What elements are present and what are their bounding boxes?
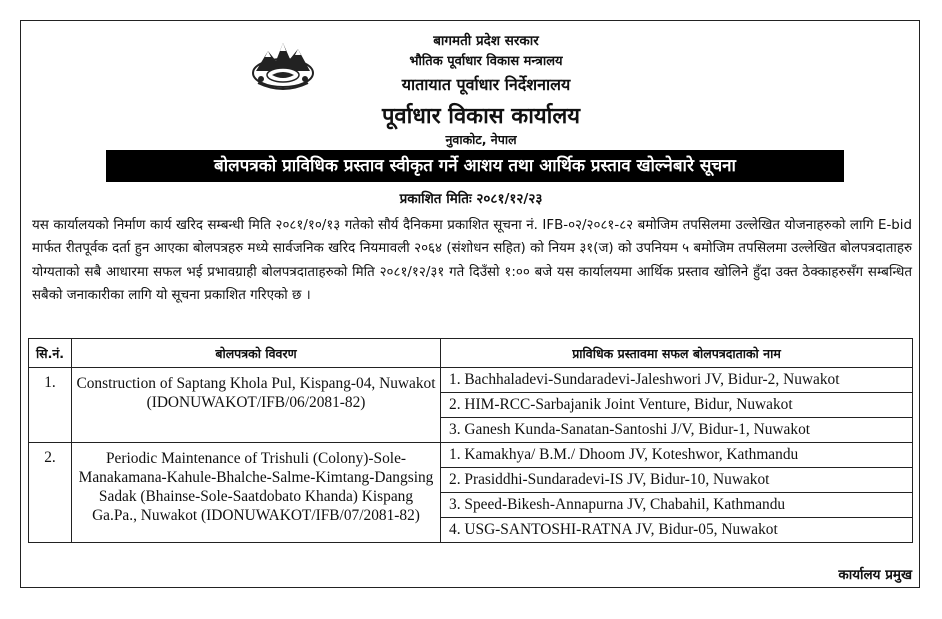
- project-description: Construction of Saptang Khola Pul, Kispang-04, Nuwakot (IDONUWAKOT/IFB/06/2081-82): [76, 375, 436, 411]
- header-office: पूर्वाधार विकास कार्यालय: [381, 104, 581, 129]
- header-directorate: यातायात पूर्वाधार निर्देशनालय: [401, 75, 571, 94]
- header-province: बागमती प्रदेश सरकार: [433, 33, 539, 49]
- row-serial: [29, 368, 72, 443]
- header-serial: सि.नं.: [29, 339, 72, 368]
- bidder-item: 1. Bachhaladevi-Sundaradevi-Jaleshwori JV, Bidur-2, Nuwakot: [441, 368, 912, 393]
- bidder-item: 2. HIM-RCC-Sarbajanik Joint Venture, Bidur, Nuwakot: [441, 393, 912, 418]
- header-bidders: प्राविधिक प्रस्तावमा सफल बोलपत्रदाताको नाम: [441, 339, 913, 368]
- header-ministry: भौतिक पूर्वाधार विकास मन्त्रालय: [409, 54, 563, 69]
- project-description: Periodic Maintenance of Trishuli (Colony)-Sole-Manakamana-Kahule-Bhalche-Salme-Kimtang-Dangsing Sadak (Bhainse-Sole-Saatdobato Khanda) Kispang Ga.Pa., Nuwakot (IDONUWAKOT/IFB/07/2081-82): [78, 450, 434, 524]
- row-serial: [29, 443, 72, 543]
- row-bidders: [441, 443, 913, 543]
- serial-number: 2.: [44, 449, 56, 466]
- row-bidders: [441, 368, 913, 443]
- notice-body: यस कार्यालयको निर्माण कार्य खरिद सम्बन्धी मिति २०८१/१०/१३ गतेको सौर्य दैनिकमा प्रकाशित सूचना नं. IFB-०२/२०८१-८२ बमोजिम तपसिलमा उल्लेखित योजनाहरुको लागि E-bid मार्फत रीतपूर्वक दर्ता हुन आएका बोलपत्रहरु मध्ये सार्वजनिक खरिद नियमावली २०६४ (संशोधन सहित) को नियम ३१(ज) को उपनियम ५ बमोजिम तपसिलमा उल्लेखित बोलपत्रदाताहरु योग्यताको सबै आधारमा सफल भई प्रभावग्राही बोलपत्रदाताहरुको मिति २०८१/१२/३१ गते दिउँसो १:०० बजे यस कार्यालयमा आर्थिक प्रस्ताव खोलिने हुँदा उक्त ठेक्काहरुसँग सम्बन्धित सबैको जनाकारीका लागि यो सूचना प्रकाशित गरिएको छ ।: [32, 218, 912, 303]
- header-description: बोलपत्रको विवरण: [72, 339, 441, 368]
- bidder-item: 3. Ganesh Kunda-Sanatan-Santoshi J/V, Bidur-1, Nuwakot: [449, 421, 811, 438]
- bidder-item: 3. Speed-Bikesh-Annapurna JV, Chabahil, Kathmandu: [441, 493, 912, 518]
- signature-office-chief: कार्यालय प्रमुख: [838, 567, 912, 583]
- row-description: [72, 443, 441, 543]
- notice-title-banner: बोलपत्रको प्राविधिक प्रस्ताव स्वीकृत गर्ने आशय तथा आर्थिक प्रस्ताव खोल्नेबारे सूचना: [106, 150, 844, 182]
- header-location: नुवाकोट, नेपाल: [445, 132, 517, 147]
- published-date: प्रकाशित मितिः २०८१/१२/२३: [399, 191, 543, 207]
- bidder-item: 1. Kamakhya/ B.M./ Dhoom JV, Koteshwor, Kathmandu: [441, 443, 912, 468]
- bidder-item: 2. Prasiddhi-Sundaradevi-IS JV, Bidur-10, Nuwakot: [441, 468, 912, 493]
- tender-table: [28, 338, 913, 543]
- row-description: [72, 368, 441, 443]
- table-header-row: [29, 339, 913, 368]
- table-row: [29, 368, 913, 443]
- table-row: [29, 443, 913, 543]
- bidder-item: 4. USG-SANTOSHI-RATNA JV, Bidur-05, Nuwakot: [449, 521, 778, 538]
- serial-number: 1.: [44, 374, 56, 391]
